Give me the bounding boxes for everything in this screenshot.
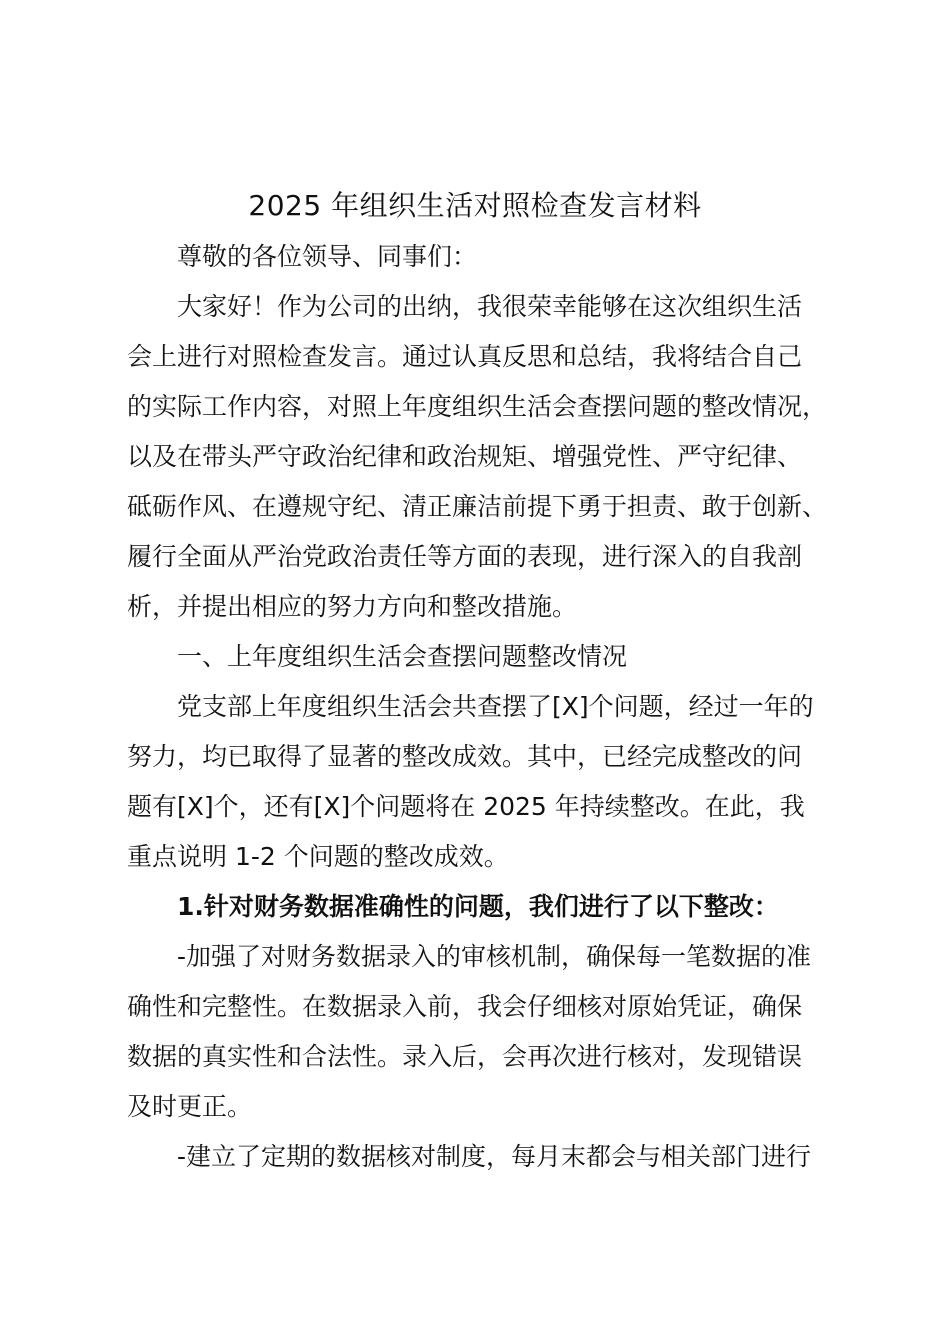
paragraph-line: 党支部上年度组织生活会共查摆了[X]个问题，经过一年的	[177, 692, 814, 721]
paragraph-line: 努力，均已取得了显著的整改成效。其中，已经完成整改的问	[127, 742, 803, 771]
section-heading: 一、上年度组织生活会查摆问题整改情况	[177, 642, 628, 671]
paragraph-line: 数据的真实性和合法性。录入后，会再次进行核对，发现错误	[127, 1042, 803, 1071]
paragraph-line: 砥砺作风、在遵规守纪、清正廉洁前提下勇于担责、敢于创新、	[127, 492, 828, 521]
paragraph-line: 会上进行对照检查发言。通过认真反思和总结，我将结合自己	[127, 342, 803, 371]
paragraph-line: 大家好！作为公司的出纳，我很荣幸能够在这次组织生活	[177, 292, 803, 321]
paragraph-line: 及时更正。	[127, 1092, 253, 1121]
paragraph-line: 履行全面从严治党政治责任等方面的表现，进行深入的自我剖	[127, 542, 803, 571]
subsection-heading: 1.针对财务数据准确性的问题，我们进行了以下整改：	[177, 892, 779, 921]
paragraph-line: 析，并提出相应的努力方向和整改措施。	[127, 592, 578, 621]
document-title: 2025 年组织生活对照检查发言材料	[248, 189, 702, 222]
paragraph-line: 的实际工作内容，对照上年度组织生活会查摆问题的整改情况，	[127, 392, 828, 421]
document-body	[127, 232, 837, 1182]
paragraph-line: 重点说明 1-2 个问题的整改成效。	[127, 842, 509, 871]
paragraph-line: 以及在带头严守政治纪律和政治规矩、增强党性、严守纪律、	[127, 442, 803, 471]
paragraph-line: -建立了定期的数据核对制度，每月末都会与相关部门进行	[177, 1142, 812, 1171]
paragraph-line: 题有[X]个，还有[X]个问题将在 2025 年持续整改。在此，我	[127, 792, 805, 821]
salutation: 尊敬的各位领导、同事们：	[177, 242, 478, 271]
paragraph-line: 确性和完整性。在数据录入前，我会仔细核对原始凭证，确保	[127, 992, 803, 1021]
paragraph-line: -加强了对财务数据录入的审核机制，确保每一笔数据的准	[177, 942, 812, 971]
